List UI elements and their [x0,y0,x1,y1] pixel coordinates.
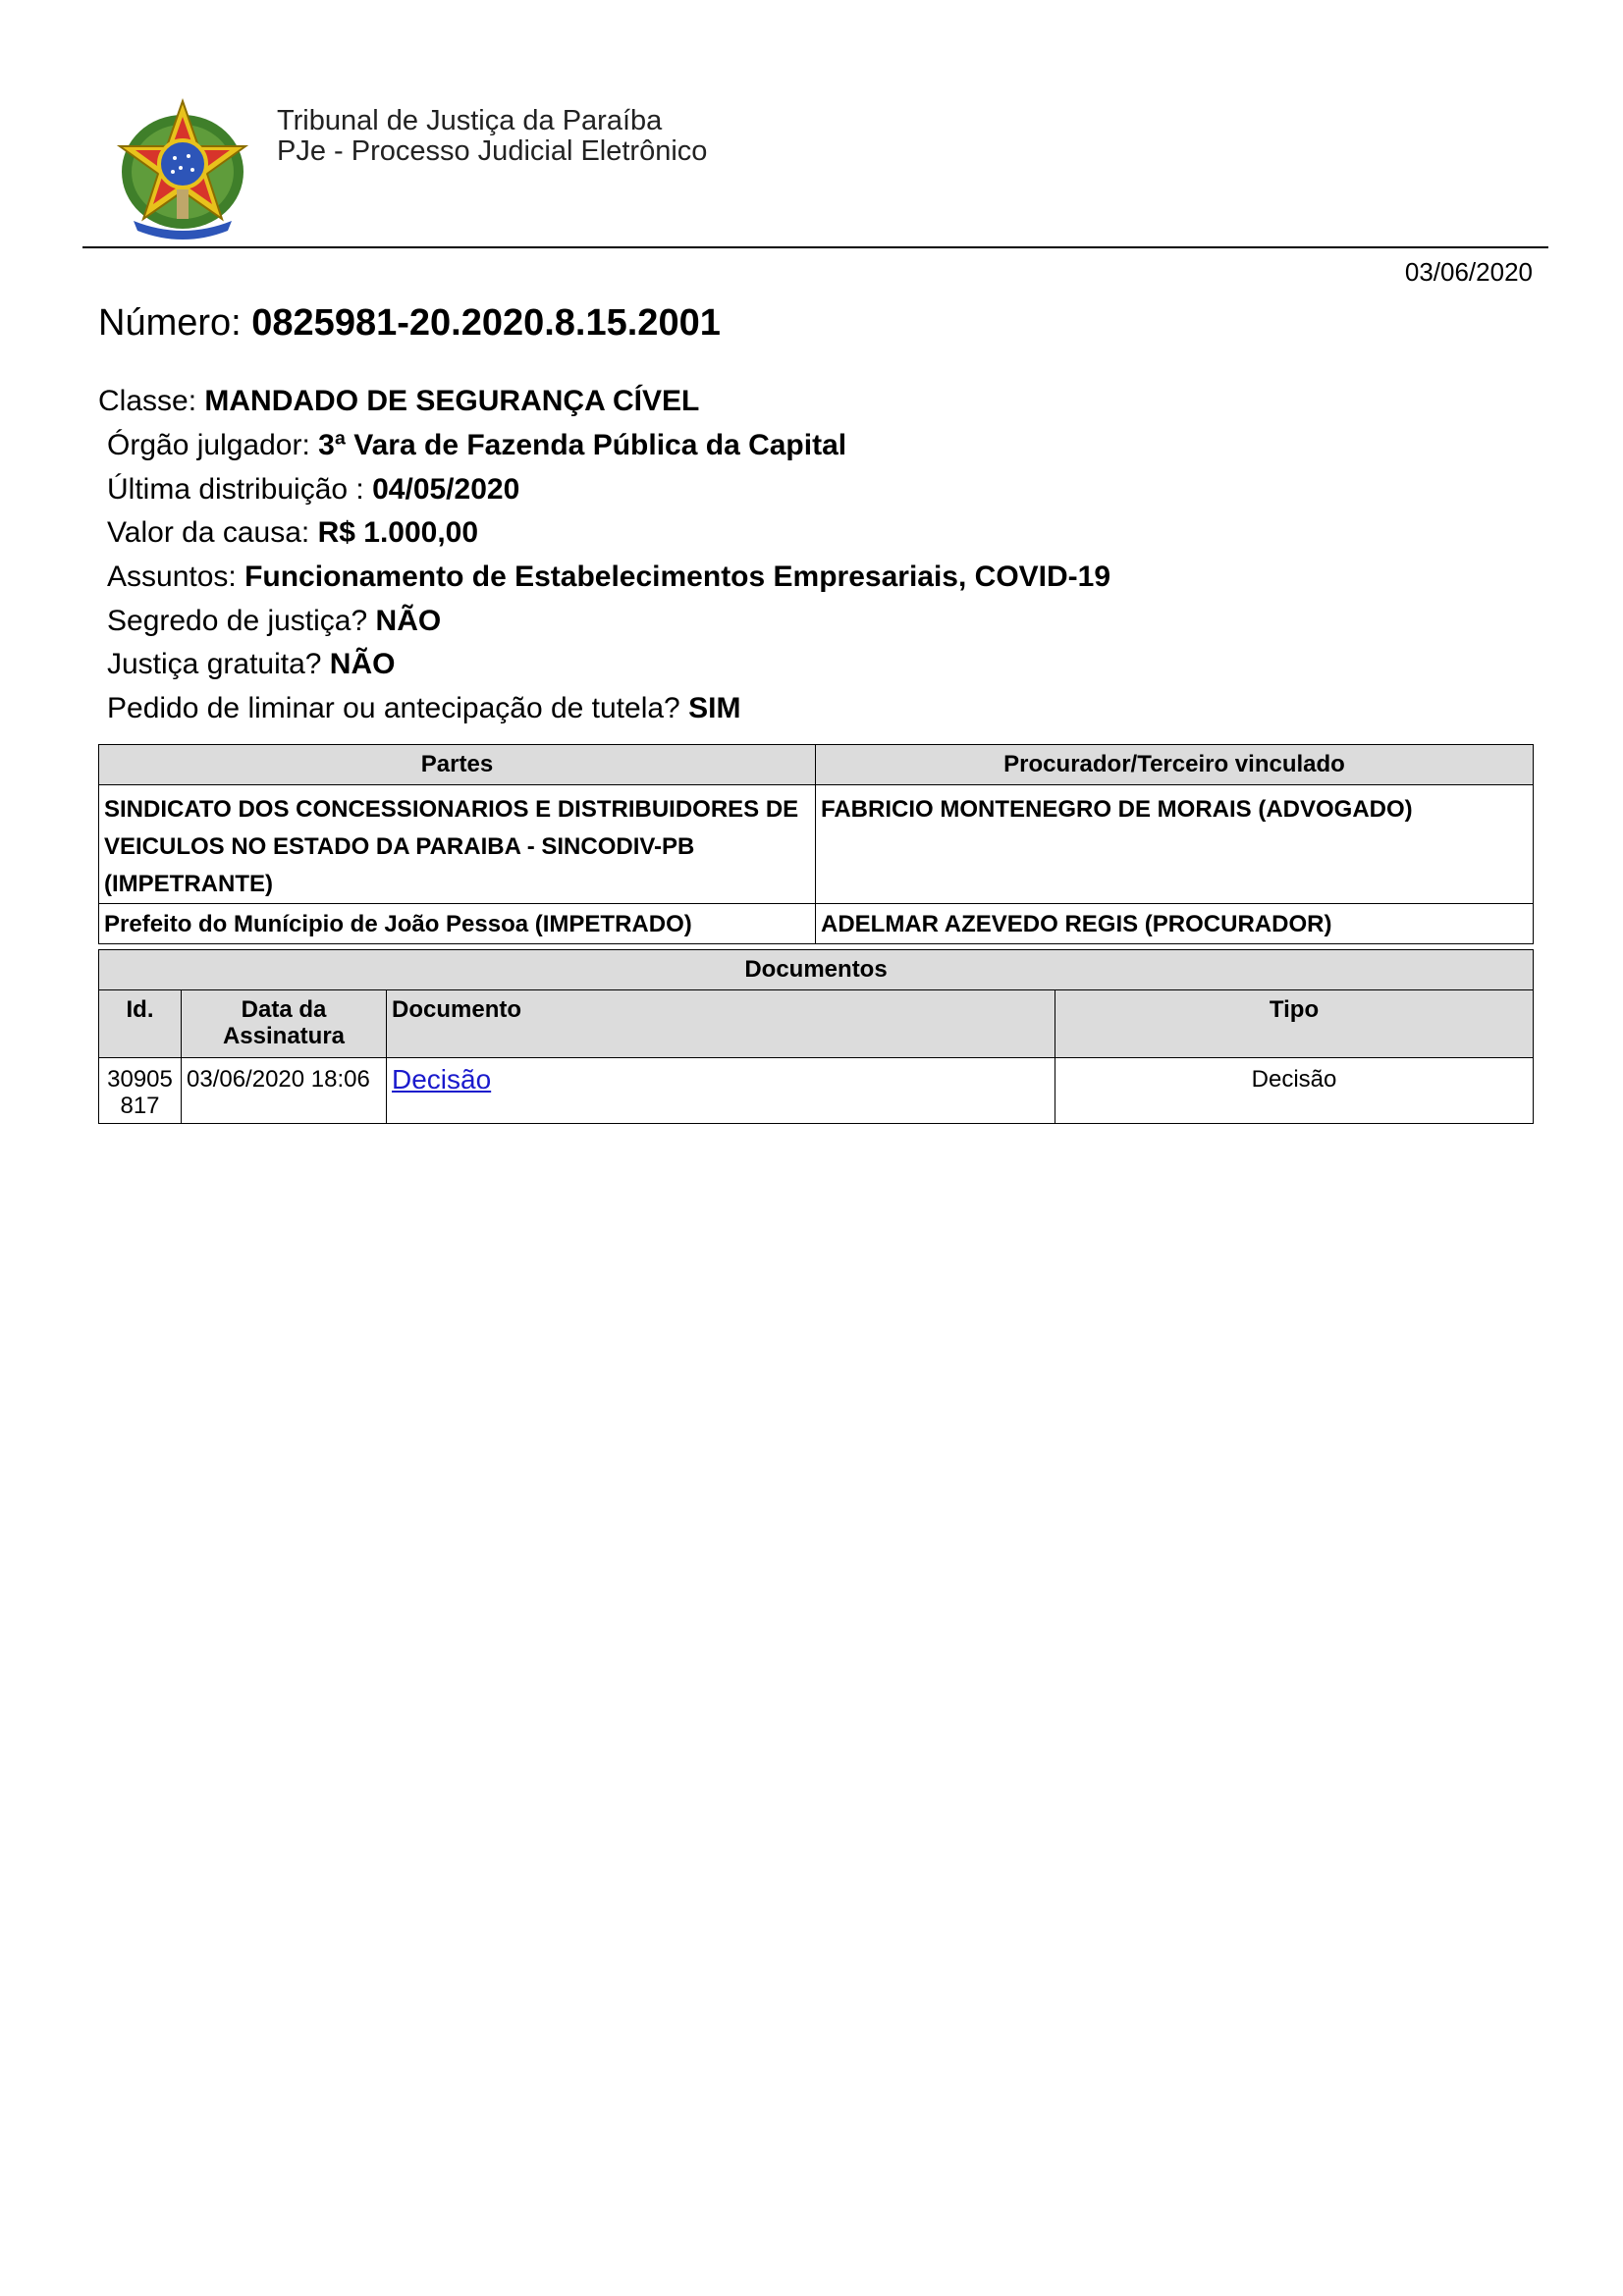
table-title-row [99,950,1534,990]
document-link[interactable]: Decisão [392,1064,492,1095]
field-label: Justiça gratuita? [107,648,322,680]
field-label: Valor da causa: [107,516,310,549]
field-value: SIM [688,692,741,724]
field-label: Segredo de justiça? [107,605,368,637]
system-name: PJe - Processo Judicial Eletrônico [277,135,708,167]
table-header-row [99,745,1534,785]
field-value: 04/05/2020 [372,473,520,506]
procurador-cell: ADELMAR AZEVEDO REGIS (PROCURADOR) [816,904,1534,944]
table-row [99,1058,1534,1124]
column-header-procurador: Procurador/Terceiro vinculado [816,745,1534,785]
field-value: 3ª Vara de Fazenda Pública da Capital [318,429,847,461]
documentos-table [98,949,1534,1124]
column-header-data-assinatura: Data da Assinatura [182,990,387,1058]
documentos-title: Documentos [99,950,1534,990]
column-header-tipo: Tipo [1055,990,1534,1058]
table-header-row [99,990,1534,1058]
field-orgao-julgador [107,429,846,462]
header-date: 03/06/2020 [1404,257,1533,287]
field-pedido-liminar [107,692,740,725]
process-number-value: 0825981-20.2020.8.15.2001 [251,302,721,344]
field-classe [98,385,699,418]
partes-table [98,744,1534,944]
column-header-documento: Documento [387,990,1055,1058]
field-segredo-justica [107,605,441,638]
field-value: NÃO [329,648,396,680]
field-justica-gratuita [107,648,395,681]
column-header-partes: Partes [99,745,816,785]
document-type-cell: Decisão [1055,1058,1534,1124]
field-value: NÃO [375,605,442,637]
coat-of-arms-emblem [116,95,250,240]
field-label: Classe: [98,385,197,417]
header-divider [82,246,1548,248]
document-date-cell: 03/06/2020 18:06 [182,1058,387,1124]
table-row [99,785,1534,904]
field-label: Assuntos: [107,561,237,593]
column-header-id: Id. [99,990,182,1058]
process-number [98,302,721,345]
parte-cell: Prefeito do Munícipio de João Pessoa (IMPETRADO) [99,904,816,944]
field-value: MANDADO DE SEGURANÇA CÍVEL [204,385,700,417]
field-label: Pedido de liminar ou antecipação de tutela? [107,692,680,724]
court-name: Tribunal de Justiça da Paraíba [277,105,663,136]
field-ultima-distribuicao [107,473,519,507]
procurador-cell: FABRICIO MONTENEGRO DE MORAIS (ADVOGADO) [816,785,1534,904]
process-number-label: Número: [98,302,242,344]
table-row [99,904,1534,944]
document-name-cell [387,1058,1055,1124]
field-assuntos [107,561,1110,594]
field-label: Órgão julgador: [107,429,310,461]
field-valor-causa [107,516,478,550]
document-id-cell: 30905 817 [99,1058,182,1124]
field-value: R$ 1.000,00 [317,516,479,549]
header-text [277,106,707,167]
field-label: Última distribuição : [107,473,364,506]
parte-cell: SINDICATO DOS CONCESSIONARIOS E DISTRIBUIDORES DE VEICULOS NO ESTADO DA PARAIBA - SINCODIV-PB (IMPETRANTE) [99,785,816,904]
field-value: Funcionamento de Estabelecimentos Empresariais, COVID-19 [244,561,1111,593]
